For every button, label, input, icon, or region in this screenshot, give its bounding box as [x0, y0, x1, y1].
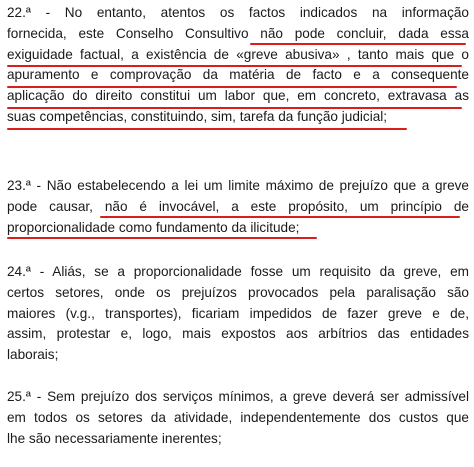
paragraph-line: certos setores, onde os prejuízos provocados pela paralisação são — [7, 284, 469, 300]
paragraph-line: apuramento e comprovação da matéria de facto e a consequente — [7, 67, 469, 83]
paragraph-line: 22.ª - No entanto, atentos os factos indicados na informação — [7, 5, 469, 20]
paragraph-line: fornecida, este Conselho Consultivo não pode concluir, dada essa — [7, 25, 469, 41]
paragraph-line: aplicação do direito constitui um labor que, em concreto, extravasa as — [7, 88, 469, 104]
highlight-underline — [7, 237, 317, 239]
highlight-underline — [7, 86, 457, 88]
paragraph-line: 23.ª - Não estabelecendo a lei um limite máximo de prejuízo que a greve — [7, 178, 469, 193]
paragraph-line: laborais; — [7, 347, 59, 363]
highlight-underline — [100, 216, 460, 218]
paragraph-line: pode causar, não é invocável, a este propósito, um princípio de — [7, 198, 469, 214]
paragraph-line: lhe são necessariamente inerentes; — [7, 430, 222, 446]
paragraph-24 — [7, 262, 469, 366]
paragraph-line: suas competências, constituindo, sim, tarefa da função judicial; — [7, 108, 388, 124]
paragraph-line: 25.ª - Sem prejuízo dos serviços mínimos, a greve deverá ser admissível — [7, 389, 469, 404]
highlight-underline — [7, 128, 407, 130]
paragraph-23 — [7, 176, 469, 238]
highlight-underline — [250, 43, 466, 45]
paragraph-25 — [7, 387, 469, 449]
paragraph-line: assim, protestar e, logo, mais expostos aos arbítrios das entidades — [7, 326, 469, 342]
highlight-underline — [7, 107, 462, 109]
paragraph-line: proporcionalidade como fundamento da ilicitude; — [7, 219, 300, 235]
paragraph-line: em todos os setores da atividade, independentemente dos custos que — [7, 409, 469, 425]
paragraph-line: exiguidade factual, a existência de «greve abusiva» , tanto mais que o — [7, 46, 469, 62]
paragraph-line: maiores (v.g., transportes), ficariam impedidos de fazer greve e de, — [7, 305, 469, 321]
paragraph-line: 24.ª - Aliás, se a proporcionalidade fosse um requisito da greve, em — [7, 264, 469, 279]
highlight-underline — [7, 65, 462, 67]
